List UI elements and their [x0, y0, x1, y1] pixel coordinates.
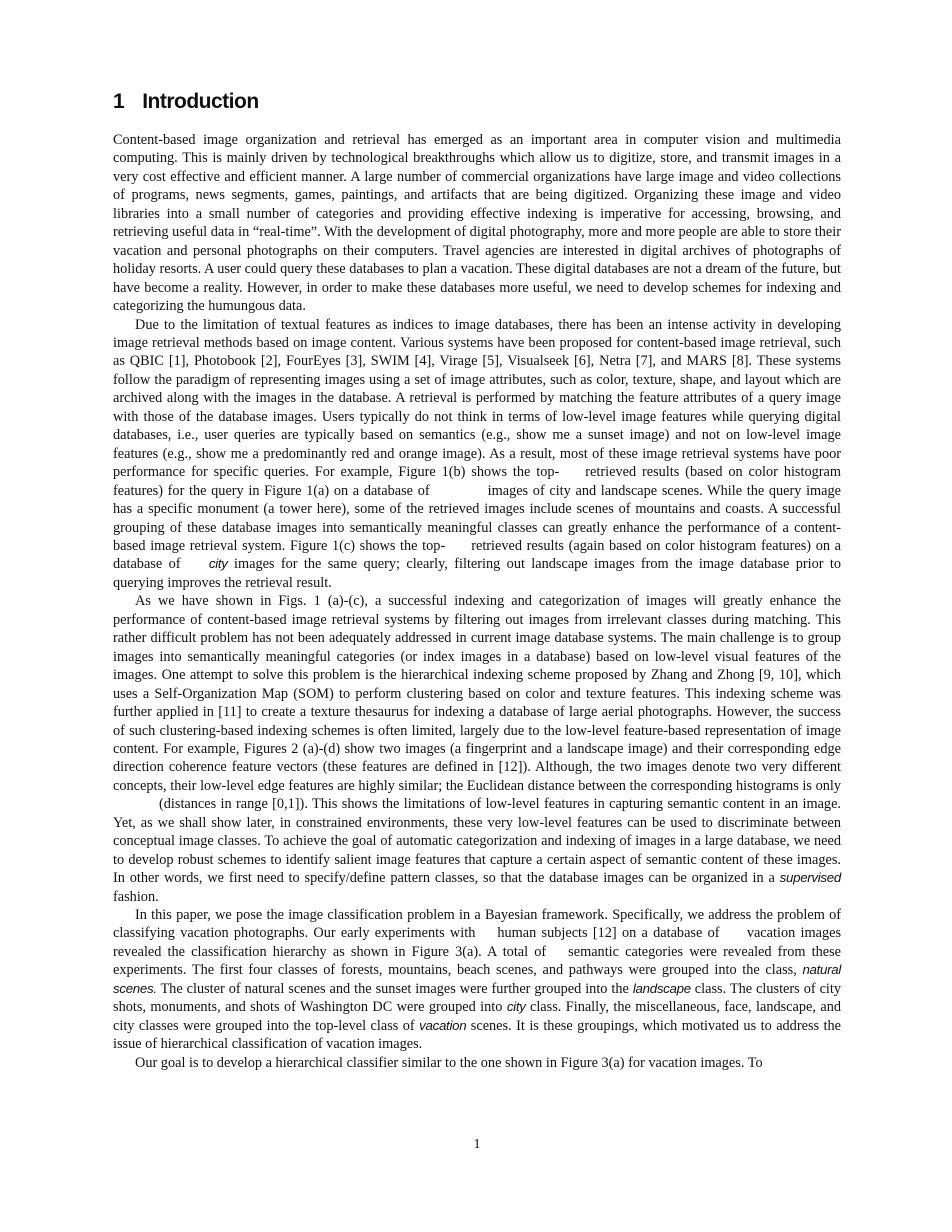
text-segment: class. Finally, the miscellaneous, face, landscape, and city classes were grouped into the top-level class of [113, 999, 841, 1034]
paragraph-3 [113, 592, 841, 906]
section-heading [113, 90, 259, 114]
text-segment: class. The clusters of city shots, monuments, and shots of Washington DC were grouped into [113, 980, 842, 1016]
section-number: 1 [113, 90, 125, 113]
paragraph-5 [113, 1054, 841, 1072]
emphasis-vacation: vacation [419, 1017, 467, 1033]
emphasis-supervised: supervised [779, 870, 841, 886]
section-title: Introduction [142, 90, 259, 113]
text-segment: retrieved results (based on color histogram features) for the query in Figure 1(a) on a database of [113, 464, 841, 499]
emphasis-city: city [506, 999, 526, 1015]
text-segment: (distances in range [0,1]). This shows the limitations of low-level features in capturing semantic content in an image. Yet, as we shall show later, in constrained environments, these very low-level features can be used to discriminate between conceptual image classes. To achieve the goal of automatic categorization and indexing of images in a large database, we need to develop robust schemes to identify salient image features that capture a certain aspect of semantic content of these images. In other words, we first need to specify/define pattern classes, so that the database images can be organized in a [113, 796, 841, 887]
text-segment: In this paper, we pose the image classification problem in a Bayesian framework. Specifically, we address the problem of classifying vacation photographs. Our early experiments with [113, 907, 841, 942]
emphasis-city: city [208, 556, 228, 572]
text-segment: images of city and landscape scenes. While the query image has a specific monument (a tower here), some of the retrieved images include scenes of mountains and coasts. A successful grouping of these database images into semantically meaningful classes can greatly enhance the performance of a content-based image retrieval system. Figure 1(c) shows the top- [113, 482, 842, 554]
text-segment: human subjects [12] on a database of [497, 925, 720, 942]
text-segment: retrieved results (again based on color histogram features) on a database of [113, 537, 841, 573]
text-segment: Due to the limitation of textual features as indices to image databases, there has been an intense activity in developing image retrieval methods based on image content. Various systems have been proposed for content-based image retrieval, such as QBIC [1], Photobook [2], FourEyes [3], SWIM [4], Virage [5], Visualseek [6], Netra [7], and MARS [8]. These systems follow the paradigm of representing images using a set of image attributes, such as color, texture, shape, and layout which are archived along with the images in the database. A retrieval is performed by matching the feature attributes of a query image with those of the database images. Users typically do not think in terms of low-level image features while querying digital databases, i.e., user queries are typically based on semantics (e.g., show me a sunset image) and not on low-level image features (e.g., show me a predominantly red and orange image). As a result, most of these image retrieval systems have poor performance for specific queries. For example, Figure 1(b) shows the top- [113, 316, 841, 481]
text-segment: images for the same query; clearly, filtering out landscape images from the image database prior to querying improves the retrieval result. [113, 556, 842, 591]
text-segment: scenes. It is these groupings, which motivated us to address the issue of hierarchical classification of vacation images. [113, 1017, 841, 1053]
text-segment: As we have shown in Figs. 1 (a)-(c), a successful indexing and categorization of images will greatly enhance the performance of content-based image retrieval systems by filtering out images from irrelevant classes during matching. This rather difficult problem has not been adequately addressed in current image database systems. The main challenge is to group images into semantically meaningful categories (or index images in a database) based on low-level visual features of the images. One attempt to solve this problem is the hierarchical indexing scheme proposed by Zhang and Zhong [9, 10], which uses a Self-Organization Map (SOM) to perform clustering based on color and texture features. This indexing scheme was further applied in [11] to create a texture thesaurus for indexing a database of large aerial photographs. However, the success of such clustering-based indexing schemes is often limited, largely due to the low-level feature-based representation of image content. For example, Figures 2 (a)-(d) show two images (a fingerprint and a landscape image) and their corresponding edge direction coherence feature vectors (these features are defined in [12]). Although, the two images denote two very different concepts, their low-level edge features are highly similar; the Euclidean distance between the corresponding histograms is only [113, 593, 841, 794]
text-segment: fashion. [113, 888, 159, 905]
text-segment: vacation images revealed the classification hierarchy as shown in Figure 3(a). A total of [113, 925, 842, 960]
page-number: 1 [473, 1137, 481, 1152]
text-segment: semantic categories were revealed from these experiments. The first four classes of forests, mountains, beach scenes, and pathways were grouped into the class, [113, 943, 841, 979]
paragraph-2 [113, 316, 841, 593]
paragraph-1 [113, 131, 841, 316]
text-segment: Our goal is to develop a hierarchical classifier similar to the one shown in Figure 3(a) for vacation images. To [135, 1054, 763, 1071]
text-segment: The cluster of natural scenes and the sunset images were further grouped into the [160, 980, 629, 997]
emphasis-natural-scenes: natural scenes. [113, 962, 842, 996]
body-text [113, 131, 841, 1072]
paragraph-4 [113, 906, 841, 1054]
emphasis-landscape: landscape [632, 980, 691, 996]
text-segment: Content-based image organization and retrieval has emerged as an important area in computer vision and multimedia computing. This is mainly driven by technological breakthroughs which allow us to digitize, store, and transmit images in a very cost effective and efficient manner. A large number of commercial organizations have large image and video collections of programs, news segments, games, paintings, and artifacts that are being digitized. Organizing these image and video libraries into a small number of categories and providing effective indexing is imperative for accessing, browsing, and retrieving useful data in “real-time”. With the development of digital photography, more and more people are able to store their vacation and personal photographs on their computers. Travel agencies are interested in digital archives of photographs of holiday resorts. A user could query these databases to plan a vacation. These digital databases are not a dream of the future, but have become a reality. However, in order to make these databases more useful, we need to develop schemes for indexing and categorizing the humungous data. [113, 132, 841, 315]
